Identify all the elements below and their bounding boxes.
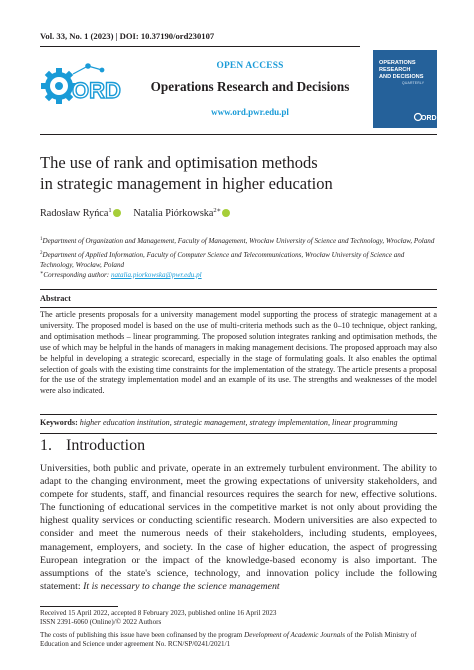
cover-logo-icon (414, 109, 437, 123)
author-name: Natalia Piórkowska (133, 208, 214, 219)
open-access-label: OPEN ACCESS (216, 61, 284, 71)
received-dates: Received 15 April 2022, accepted 8 February 2023, published online 16 April 2023 (40, 609, 277, 617)
keywords: Keywords: higher education institution, strategic management, strategy implementation, linear programming (40, 418, 398, 427)
abstract-rule (40, 307, 437, 308)
masthead-rule (40, 134, 437, 135)
abstract-rule (40, 289, 437, 290)
issn-line: ISSN 2391-6060 (Online)/© 2022 Authors (40, 618, 162, 626)
author-name: Radosław Ryńca (40, 208, 109, 219)
running-head: Vol. 33, No. 1 (2023) | DOI: 10.37190/ord230107 (40, 31, 215, 41)
corresponding-email-link[interactable]: natalia.piorkowska@pwr.edu.pl (110, 271, 202, 279)
orcid-icon[interactable] (222, 209, 230, 217)
svg-text:ORD: ORD (421, 115, 437, 122)
abstract-text: The article presents proposals for a university management model supporting the process of strategic management at a university. The proposed model is based on the use of multi-criteria methods such as the 0–10 technique, object ranking, and optimisation methods – linear programming. The proposed solution integrates ranking and optimisation methods, the use of which may be helpful in the hands of managers in making management decisions. The proposed approach may also be helpful in developing a strategic scorecard, especially in the stage of formulating goals. It also enables the optimal selection of goals with the existing time constraints for the implementation of the strategy. The article presents a proposal for the use of the strategy implementation model and an example of its use. The strengths and weaknesses of the model were also indicated. (40, 310, 437, 396)
body-paragraph: Universities, both public and private, operate in an extremely turbulent environment. The ability to adapt to the changing environment, meet the growing expectations of university stakeholders, and compete for students, staff, and financial resources requires the search for new, effective solutions. The functioning of educational services in the competitive market is not only about providing the highest quality services or conducting scientific research. Modern universities are also expected to consider and meet the numerous needs of their stakeholders, including students, employees, management, employers, and society. In the case of higher education, the aspect of progressing European integration or the impact of the knowledge-based economy is also important. The assumptions of the state's science, technology, and innovation policy include the following statement: It is necessary to change the science management (40, 463, 437, 592)
footnote-rule (40, 606, 118, 607)
header-rule (40, 46, 360, 47)
cover-subtitle: QUARTERLY (402, 81, 425, 85)
author-list: Radosław Ryńca$^1$ Natalia Piórkowska$^{2∗}$ (40, 206, 230, 219)
journal-name: Operations Research and Decisions (150, 79, 350, 94)
corresponding-author: ∗Corresponding author: natalia.piorkowska@pwr.edu.pl (40, 271, 202, 279)
logo-text: ORD (72, 78, 121, 103)
section-heading: 1. Introduction (40, 437, 146, 454)
ord-logo (40, 60, 132, 112)
funding-note: The costs of publishing this issue have been cofinansed by the program Development of Academic Journals of the Polish Ministry of Education and Science under agreement No. RCN/SP/0241/2021/1 (40, 631, 417, 649)
keywords-rule (40, 433, 437, 434)
journal-url[interactable]: www.ord.pwr.edu.pl (211, 107, 289, 117)
affiliation: $^1$Department of Organization and Management, Faculty of Management, Wrocław University of Science and Technology, Wrocław, Poland (40, 237, 435, 245)
affiliation: $^2$Department of Applied Information, Faculty of Computer Science and Telecommunications, Wrocław University of Science and Technology, Wrocław, Poland (40, 251, 405, 269)
abstract-rule (40, 414, 437, 415)
article-title: The use of rank and optimisation methods in strategic management in higher education (40, 153, 333, 193)
abstract-heading: Abstract (40, 294, 71, 303)
orcid-icon[interactable] (113, 209, 121, 217)
cover-title: OPERATIONS RESEARCH AND DECISIONS (379, 60, 424, 80)
journal-cover (373, 50, 437, 128)
